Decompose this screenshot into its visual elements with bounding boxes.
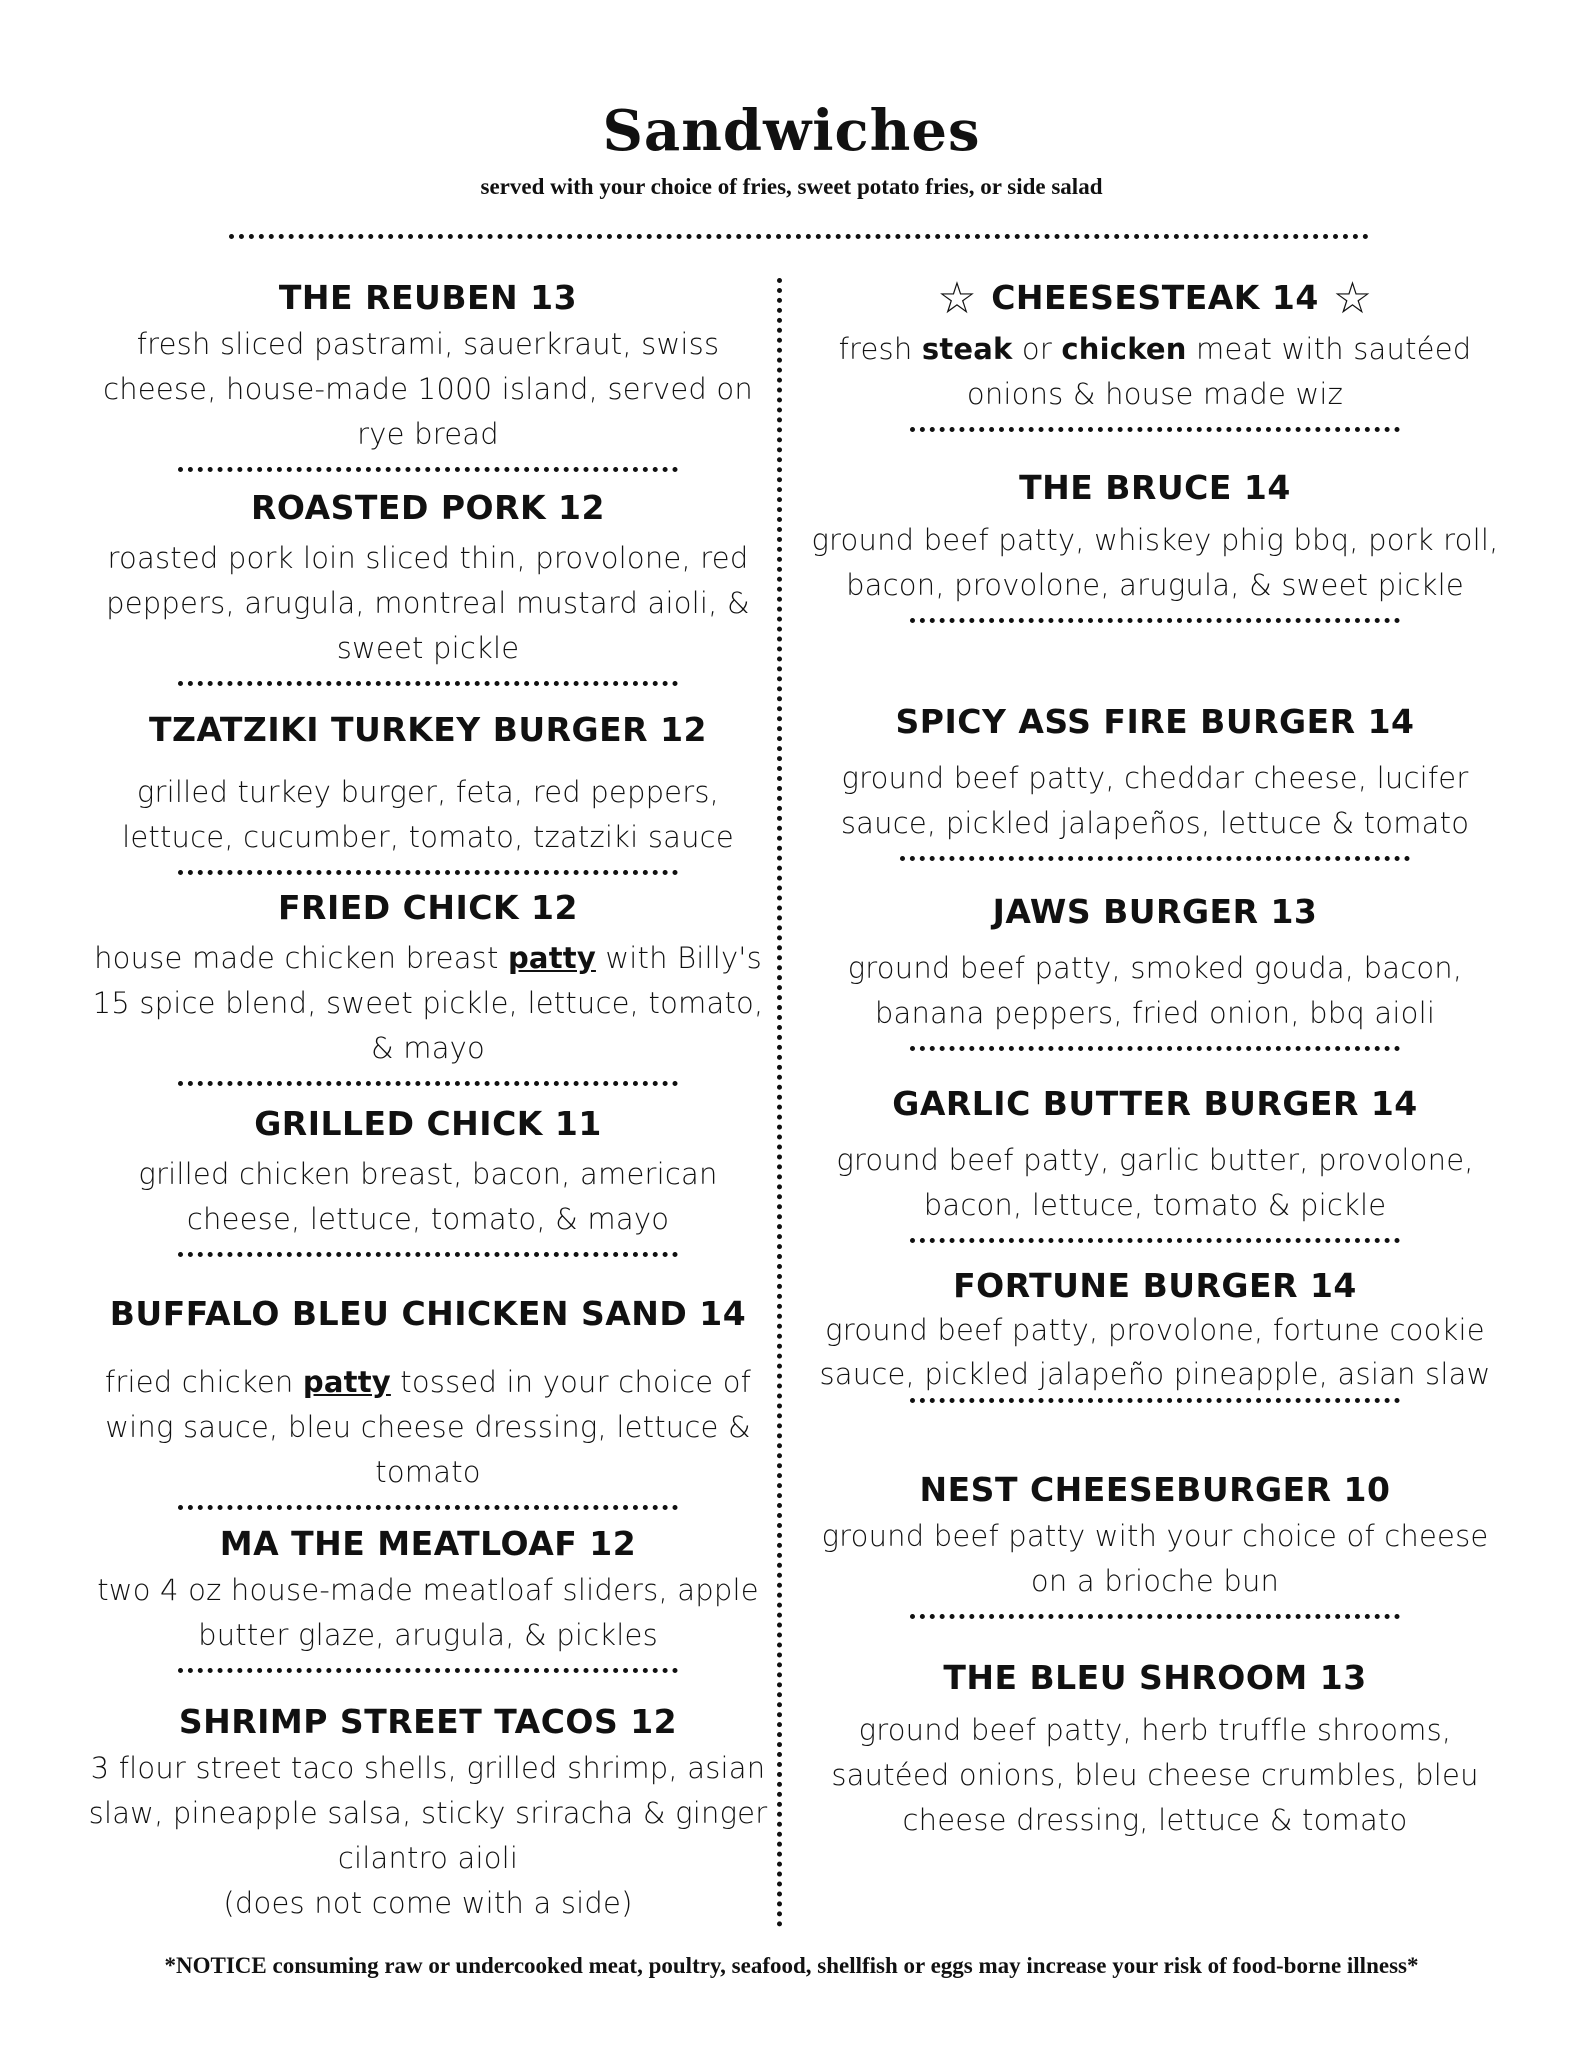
item-divider — [178, 681, 678, 686]
item-name: NEST CHEESEBURGER 10 — [919, 1470, 1391, 1509]
item-description: ground beef patty with your choice of cheese on a brioche bun — [821, 1519, 1489, 1598]
item-name: THE BLEU SHROOM 13 — [943, 1658, 1367, 1697]
item-divider — [910, 1046, 1400, 1051]
menu-item-cheesesteak — [800, 273, 1510, 432]
item-description: ground beef patty, whiskey phig bbq, pork roll, bacon, provolone, arugula, & sweet pickle — [811, 523, 1499, 602]
menu-item-roasted-pork — [78, 486, 778, 686]
menu-item-buffalo-bleu-chicken-sand — [78, 1292, 778, 1510]
item-description: fresh sliced pastrami, sauerkraut, swiss cheese, house-made 1000 island, served on rye bread — [103, 327, 753, 451]
item-description: ground beef patty, herb truffle shrooms, sautéed onions, bleu cheese crumbles, bleu cheese dressing, lettuce & tomato — [831, 1713, 1479, 1837]
item-divider — [178, 1252, 678, 1257]
item-description — [78, 936, 778, 1071]
item-description: two 4 oz house-made meatloaf sliders, apple butter glaze, arugula, & pickles — [97, 1573, 759, 1652]
item-divider — [900, 856, 1410, 861]
item-description: ground beef patty, smoked gouda, bacon, banana peppers, fried onion, bbq aioli — [847, 951, 1463, 1030]
menu-item-shrimp-street-tacos — [78, 1700, 778, 1926]
item-name: ROASTED PORK 12 — [251, 488, 605, 527]
item-divider — [910, 1398, 1400, 1403]
menu-item-spicy-ass-fire-burger — [800, 700, 1510, 861]
description-emphasis: patty — [507, 941, 596, 975]
item-description: grilled chicken breast, bacon, american cheese, lettuce, tomato, & mayo — [138, 1157, 718, 1236]
item-divider — [178, 1081, 678, 1086]
description-bold: chicken — [1061, 332, 1187, 366]
item-divider — [178, 1505, 678, 1510]
star-icon: ☆ — [1332, 273, 1373, 324]
star-icon: ☆ — [937, 273, 978, 324]
item-name: MA THE MEATLOAF 12 — [219, 1524, 637, 1563]
menu-item-fried-chick — [78, 886, 778, 1086]
description-text: tossed in your choice of wing sauce, bleu cheese dressing, lettuce & tomato — [105, 1365, 752, 1489]
item-name: BUFFALO BLEU CHICKEN SAND 14 — [109, 1294, 747, 1333]
menu-item-nest-cheeseburger — [800, 1468, 1510, 1619]
item-description: ground beef patty, cheddar cheese, lucifer sauce, pickled jalapeños, lettuce & tomato — [840, 761, 1470, 840]
item-name: CHEESESTEAK 14 — [991, 278, 1319, 317]
page-title: Sandwiches — [602, 98, 981, 164]
menu-item-the-bleu-shroom — [800, 1656, 1510, 1843]
item-name: THE REUBEN 13 — [278, 278, 578, 317]
menu-item-grilled-chick — [78, 1102, 778, 1257]
item-name: SHRIMP STREET TACOS 12 — [178, 1702, 678, 1741]
item-name: FORTUNE BURGER 14 — [953, 1266, 1357, 1305]
item-divider — [910, 1238, 1400, 1243]
item-divider — [178, 467, 678, 472]
item-name: JAWS BURGER 13 — [992, 892, 1318, 931]
item-description: 3 flour street taco shells, grilled shrimp, asian slaw, pineapple salsa, sticky sriracha & ginger cilantro aioli — [88, 1751, 768, 1875]
menu-item-fortune-burger — [800, 1264, 1510, 1403]
item-name: TZATZIKI TURKEY BURGER 12 — [149, 710, 707, 749]
description-emphasis: patty — [302, 1365, 391, 1399]
item-divider — [178, 1668, 678, 1673]
item-description — [800, 327, 1510, 417]
top-divider — [229, 234, 1369, 239]
page-subtitle: served with your choice of fries, sweet potato fries, or side salad — [480, 174, 1103, 199]
item-description: ground beef patty, garlic butter, provolone, bacon, lettuce, tomato & pickle — [836, 1143, 1474, 1222]
item-name: GRILLED CHICK 11 — [254, 1104, 602, 1143]
item-divider — [910, 1614, 1400, 1619]
description-text: meat with sautéed onions & house made wiz — [966, 332, 1472, 411]
item-note: (does not come with a side) — [223, 1886, 633, 1920]
menu-item-tzatziki-turkey-burger — [78, 708, 778, 875]
description-bold: steak — [921, 332, 1013, 366]
food-safety-notice: *NOTICE consuming raw or undercooked meat, poultry, seafood, shellfish or eggs may increase your risk of food-borne illness* — [164, 1953, 1419, 1978]
description-text: or — [1012, 332, 1062, 366]
description-text: with Billy's 15 spice blend, sweet pickle, lettuce, tomato, & mayo — [92, 941, 764, 1065]
description-text: fried chicken — [104, 1365, 303, 1399]
menu-item-garlic-butter-burger — [800, 1082, 1510, 1243]
item-name: SPICY ASS FIRE BURGER 14 — [895, 702, 1415, 741]
menu-item-the-reuben — [78, 276, 778, 472]
item-divider — [910, 427, 1400, 432]
item-divider — [910, 618, 1400, 623]
item-name: FRIED CHICK 12 — [278, 888, 578, 927]
item-name: THE BRUCE 14 — [1019, 468, 1291, 507]
item-description: ground beef patty, provolone, fortune cookie sauce, pickled jalapeño pineapple, asian slaw — [819, 1313, 1491, 1391]
menu-item-the-bruce — [800, 466, 1510, 623]
description-text: fresh — [838, 332, 922, 366]
item-name: GARLIC BUTTER BURGER 14 — [892, 1084, 1418, 1123]
menu-item-jaws-burger — [800, 890, 1510, 1051]
item-divider — [178, 870, 678, 875]
description-text: house made chicken breast — [94, 941, 508, 975]
item-name-row — [800, 273, 1510, 324]
item-description: roasted pork loin sliced thin, provolone, red peppers, arugula, montreal mustard aioli, & sweet pickle — [106, 541, 750, 665]
item-description — [78, 1360, 778, 1495]
item-description: grilled turkey burger, feta, red peppers, lettuce, cucumber, tomato, tzatziki sauce — [122, 775, 734, 854]
menu-item-ma-the-meatloaf — [78, 1522, 778, 1673]
